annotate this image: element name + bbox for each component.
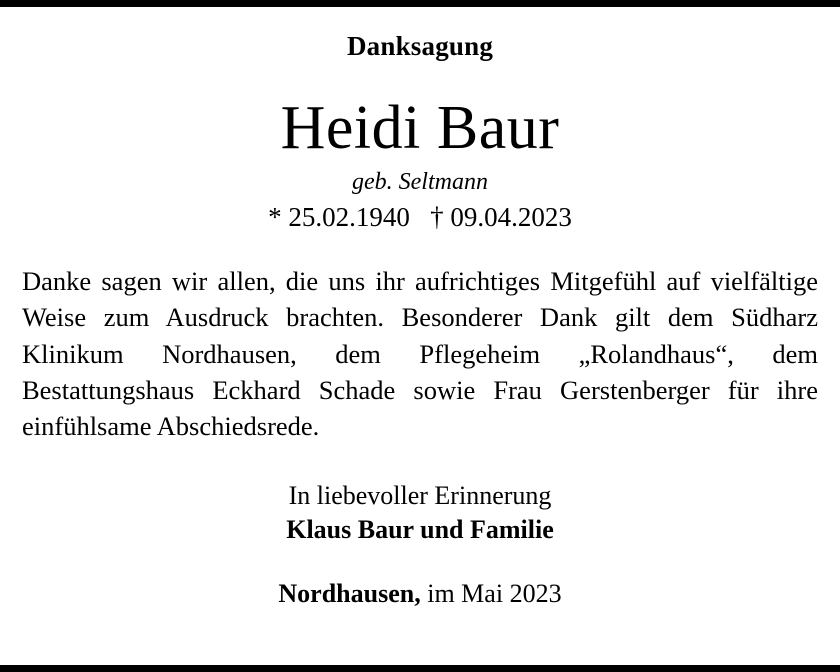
notice-date: im Mai 2023: [420, 578, 562, 608]
place-and-date: [22, 579, 818, 609]
deceased-name: Heidi Baur: [280, 94, 560, 162]
place-name: Nordhausen,: [278, 578, 421, 608]
memory-line: In liebevoller Erinnerung: [288, 480, 552, 510]
notice-heading: Danksagung: [346, 31, 494, 61]
life-dates: * 25.02.1940 † 09.04.2023: [268, 202, 572, 233]
family-signature: Klaus Baur und Familie: [286, 514, 554, 544]
thank-you-text: Danke sagen wir allen, die uns ihr aufrichtiges Mitgefühl auf vielfältige Weise zum Ausdruck brachten. Besonderer Dank gilt dem Südharz Klinikum Nordhausen, dem Pflegeheim „Rolandhaus“, dem Bestattungshaus Eckhard Schade sowie Frau Gerstenberger für ihre einfühlsame Abschiedsrede.: [22, 266, 818, 442]
maiden-name: geb. Seltmann: [352, 169, 488, 196]
bottom-spacer: [22, 609, 818, 665]
